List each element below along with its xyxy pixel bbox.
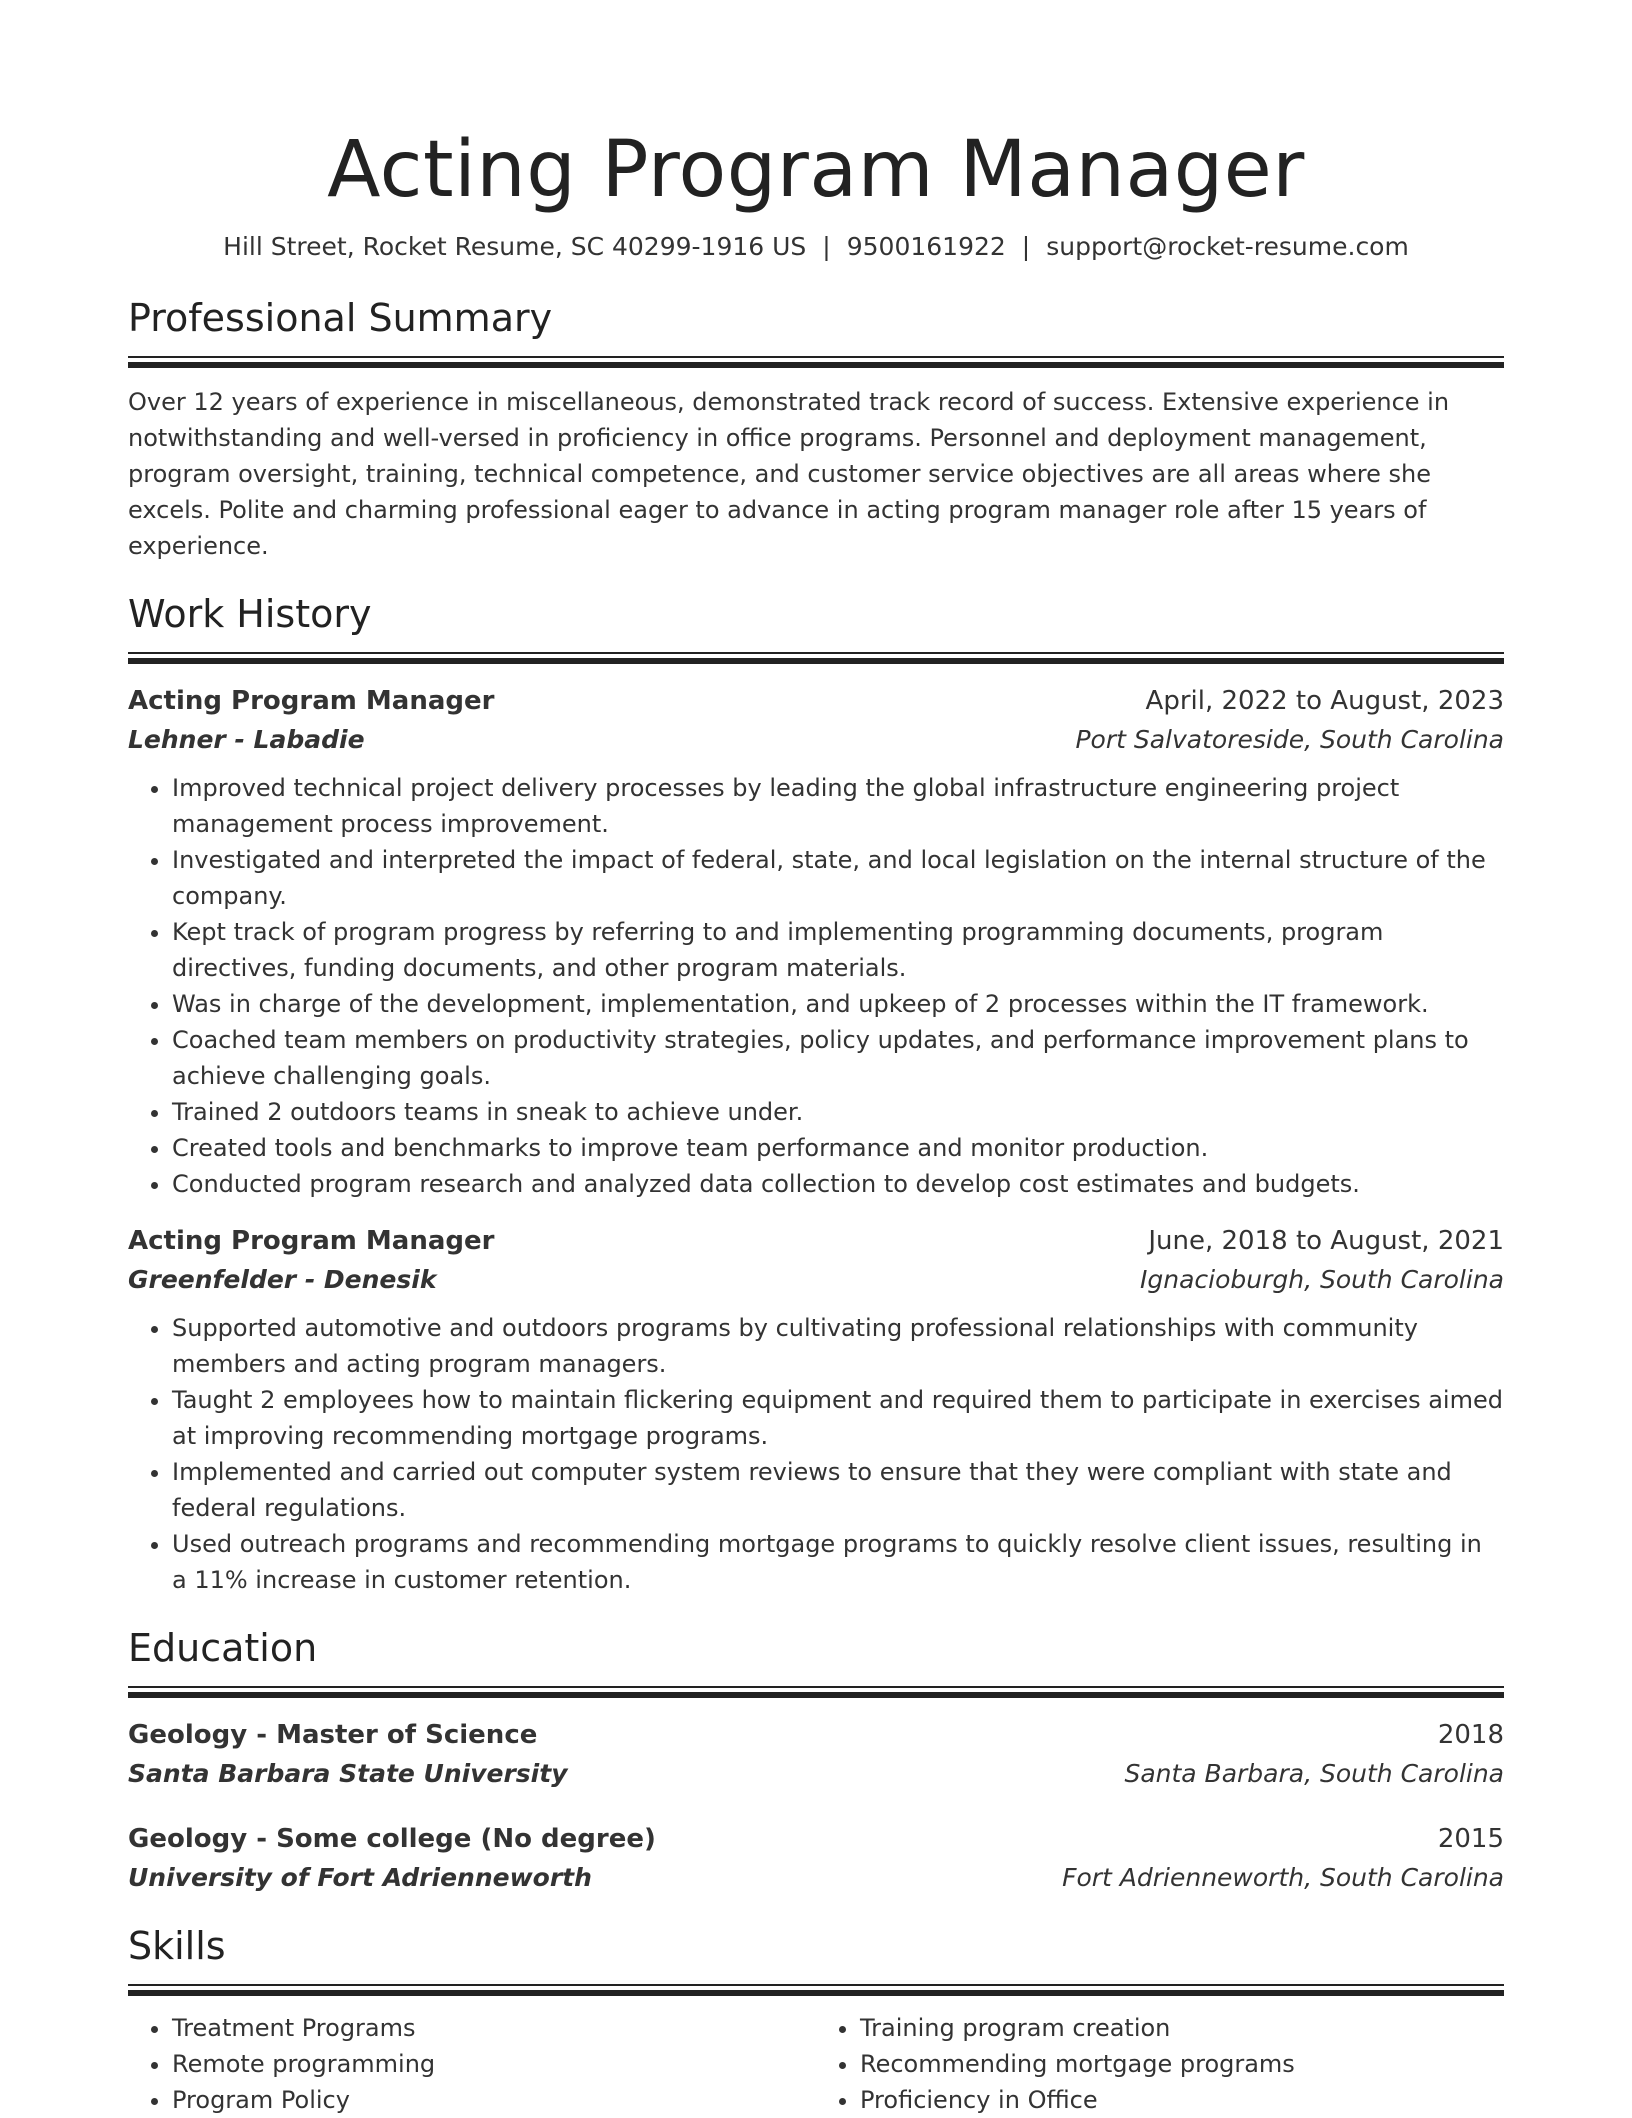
job-title: Acting Program Manager [128,1226,495,1256]
education-school-row [128,1858,1504,1898]
skill-item: • Training program creation [860,2010,1504,2046]
education-entry [128,1820,1504,1898]
job-location: Ignacioburgh, South Carolina [1139,1265,1504,1294]
job-org-row [128,720,1504,760]
education-school-row [128,1754,1504,1794]
list-item: • Implemented and carried out computer system reviews to ensure that they were compliant with state and federal regulations. [172,1454,1504,1526]
contact-separator: | [822,232,831,261]
list-item: • Kept track of program progress by referring to and implementing programming documents, program directives, funding documents, and other program materials. [172,914,1504,986]
list-item: • Conducted program research and analyzed data collection to develop cost estimates and budgets. [172,1166,1504,1202]
work-history-section [128,590,1504,1598]
education-year: 2015 [1437,1824,1504,1854]
job-company: Greenfelder - Denesik [128,1265,437,1294]
summary-section [128,294,1504,564]
phone: 9500161922 [846,232,1006,261]
candidate-name: Acting Program Manager [327,125,1305,215]
list-item: • Was in charge of the development, implementation, and upkeep of 2 processes within the IT framework. [172,986,1504,1022]
skills-section [128,1922,1504,2118]
education-section [128,1624,1504,1898]
job-bullets [128,770,1504,1202]
address: Hill Street, Rocket Resume, SC 40299-1916 US [223,232,807,261]
contact-separator: | [1021,232,1031,261]
skill-item: • Treatment Programs [172,2010,816,2046]
list-item: • Trained 2 outdoors teams in sneak to achieve under. [172,1094,1504,1130]
section-divider [128,1686,1504,1698]
education-entry [128,1716,1504,1794]
section-divider [128,1984,1504,1996]
education-location: Fort Adrienneworth, South Carolina [1062,1863,1504,1892]
education-location: Santa Barbara, South Carolina [1124,1759,1504,1788]
section-title-work-history: Work History [128,592,372,636]
email[interactable]: support@rocket-resume.com [1046,232,1409,261]
contact-line [128,230,1504,264]
skill-item: • Remote programming [172,2046,816,2082]
list-item: • Supported automotive and outdoors programs by cultivating professional relationships with community members and acting program managers. [172,1310,1504,1382]
list-item: • Used outreach programs and recommending mortgage programs to quickly resolve client issues, resulting in a 11% increase in customer retention. [172,1526,1504,1598]
skill-item: • Proficiency in Office [860,2082,1504,2118]
job-entry [128,682,1504,1202]
skills-list [128,2010,816,2118]
skills-list [816,2010,1504,2118]
resume-page [128,0,1504,2118]
job-header-row [128,1222,1504,1260]
job-header-row [128,682,1504,720]
education-school: Santa Barbara State University [128,1759,568,1788]
list-item: • Coached team members on productivity strategies, policy updates, and performance improvement plans to achieve challenging goals. [172,1022,1504,1094]
section-title-skills: Skills [128,1924,226,1968]
education-year: 2018 [1437,1720,1504,1750]
education-header-row [128,1716,1504,1754]
education-degree: Geology - Some college (No degree) [128,1824,656,1854]
section-title-summary: Professional Summary [128,296,553,340]
job-dates: April, 2022 to August, 2023 [1145,686,1504,716]
skill-item: • Recommending mortgage programs [860,2046,1504,2082]
job-dates: June, 2018 to August, 2021 [1148,1226,1504,1256]
skills-column-right [816,2010,1504,2118]
section-title-education: Education [128,1626,318,1670]
section-divider [128,356,1504,368]
job-location: Port Salvatoreside, South Carolina [1075,725,1504,754]
list-item: • Created tools and benchmarks to improve team performance and monitor production. [172,1130,1504,1166]
job-entry [128,1222,1504,1598]
job-company: Lehner - Labadie [128,725,365,754]
list-item: • Investigated and interpreted the impact of federal, state, and local legislation on the internal structure of the company. [172,842,1504,914]
education-school: University of Fort Adrienneworth [128,1863,592,1892]
education-degree: Geology - Master of Science [128,1720,538,1750]
skills-column-left [128,2010,816,2118]
section-divider [128,652,1504,664]
job-org-row [128,1260,1504,1300]
skills-grid [128,2010,1504,2118]
summary-text: Over 12 years of experience in miscellaneous, demonstrated track record of success. Extensive experience in notwithstanding and well-versed in proficiency in office programs. Personnel and deployment management, program oversight, training, technical competence, and customer service objectives are all areas where she excels. Polite and charming professional eager to advance in acting program manager role after 15 years of experience. [128,388,1450,560]
education-header-row [128,1820,1504,1858]
job-bullets [128,1310,1504,1598]
list-item: • Taught 2 employees how to maintain flickering equipment and required them to participate in exercises aimed at improving recommending mortgage programs. [172,1382,1504,1454]
list-item: • Improved technical project delivery processes by leading the global infrastructure engineering project management process improvement. [172,770,1504,842]
job-title: Acting Program Manager [128,686,495,716]
skill-item: • Program Policy [172,2082,816,2118]
